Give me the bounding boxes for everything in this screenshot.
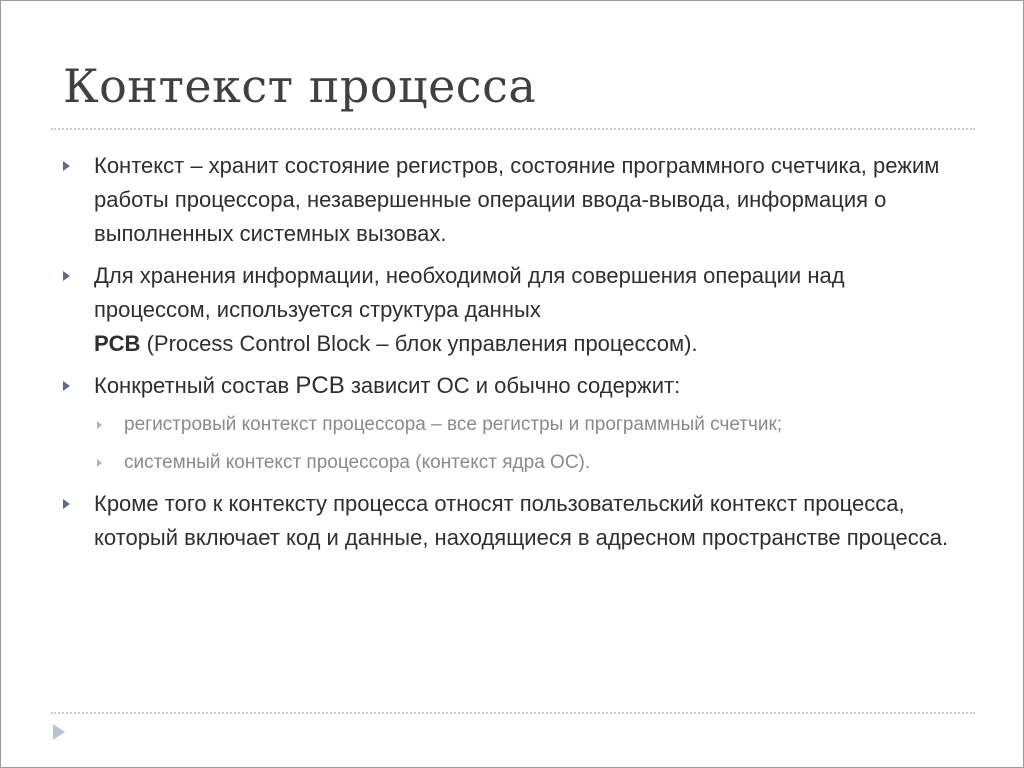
bullet-icon — [63, 499, 70, 509]
bullet-text: Для хранения информации, необходимой для совершения операции над процессом, используется структура данных — [94, 263, 845, 322]
bullet-text: (Process Control Block – блок управления процессом). — [140, 331, 698, 356]
sub-bullet-icon — [97, 421, 102, 429]
bullet-item — [61, 149, 942, 251]
bullet-item — [61, 369, 976, 403]
sub-bullet-icon — [97, 459, 102, 467]
bullet-text: зависит ОС и обычно содержит: — [344, 373, 681, 398]
pcb-term: PCB — [295, 372, 345, 399]
slide-title: Контекст процесса — [63, 59, 537, 113]
sub-bullet-text: системный контекст процессора (контекст ядра ОС). — [124, 452, 591, 473]
bullet-icon — [63, 161, 70, 171]
sub-bullet-text: регистровый контекст процессора – все регистры и программный счетчик; — [124, 414, 783, 435]
pcb-term: PCB — [94, 331, 141, 356]
bullet-icon — [63, 381, 70, 391]
footer-triangle-icon — [53, 724, 65, 740]
bullet-item — [61, 487, 954, 555]
bullet-item — [61, 259, 942, 361]
bullet-text: Кроме того к контексту процесса относят пользовательский контекст процесса, который включает код и данные, находящиеся в адресном пространстве процесса. — [94, 491, 949, 550]
bullet-text: Контекст – хранит состояние регистров, состояние программного счетчика, режим работы процессора, незавершенные операции ввода-вывода, информация о выполненных системных вызовах. — [94, 153, 940, 246]
bullet-icon — [63, 271, 70, 281]
sub-bullet-item — [61, 449, 976, 477]
slide-content — [61, 149, 976, 563]
footer-divider — [51, 712, 975, 714]
sub-bullet-item — [61, 411, 976, 439]
title-divider — [51, 128, 975, 130]
bullet-text: Конкретный состав — [94, 373, 296, 398]
